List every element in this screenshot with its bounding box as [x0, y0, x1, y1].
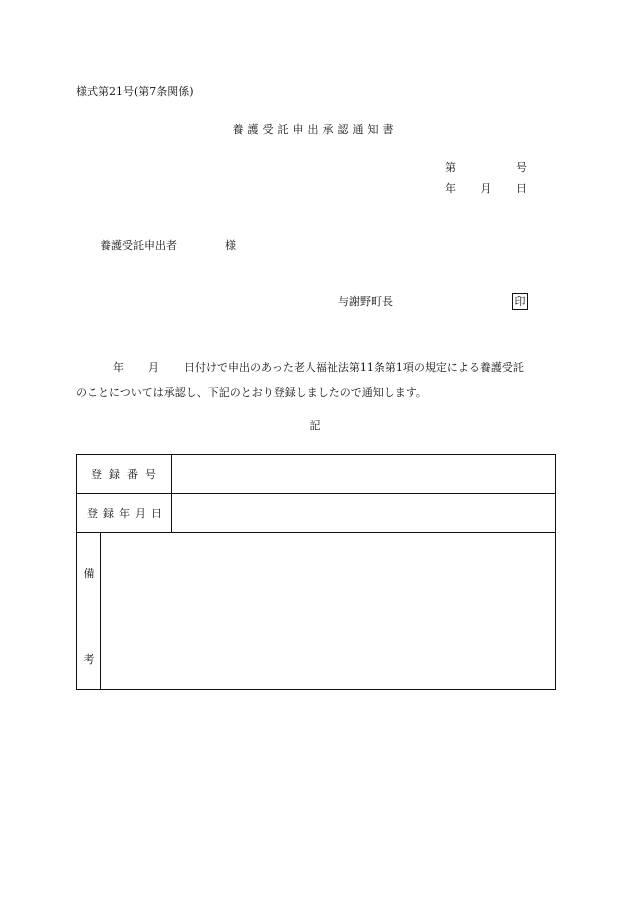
date-month: 月 — [480, 182, 492, 195]
body-year: 年 — [113, 361, 124, 374]
remarks-char-bottom: 考 — [83, 653, 95, 666]
issue-date-line — [445, 183, 527, 194]
registration-number-row — [77, 455, 555, 494]
addressee-label: 養護受託申出者 — [100, 239, 177, 252]
body-line-2: のことについては承認し、下記のとおり登録しましたので通知します。 — [76, 386, 427, 399]
body-month: 月 — [148, 361, 159, 374]
registration-table — [76, 454, 556, 690]
addressee — [100, 240, 236, 251]
document-title: 養護受託申出承認通知書 — [232, 123, 398, 136]
seal-mark: 印 — [512, 293, 528, 310]
ki-heading: 記 — [309, 419, 321, 432]
issuer-name: 与謝野町長 — [338, 295, 393, 308]
registration-date-row — [77, 494, 555, 533]
document-number-line — [445, 162, 527, 173]
form-number: 様式第21号(第7条関係) — [76, 85, 194, 98]
remarks-char-top: 備 — [83, 567, 95, 580]
registration-number-label: 登録番号 — [77, 455, 172, 493]
addressee-honorific: 様 — [225, 239, 236, 252]
number-suffix: 号 — [516, 161, 527, 174]
date-year: 年 — [445, 182, 456, 195]
number-prefix: 第 — [445, 161, 456, 174]
registration-date-label: 登録年月日 — [77, 494, 172, 532]
date-day: 日 — [516, 182, 527, 195]
remarks-label-cell — [77, 533, 101, 689]
body-line-1-text: 日付けで申出のあった老人福祉法第11条第1項の規定による養護受託 — [184, 361, 524, 374]
body-line-1 — [76, 355, 561, 380]
body-paragraph — [76, 355, 561, 405]
